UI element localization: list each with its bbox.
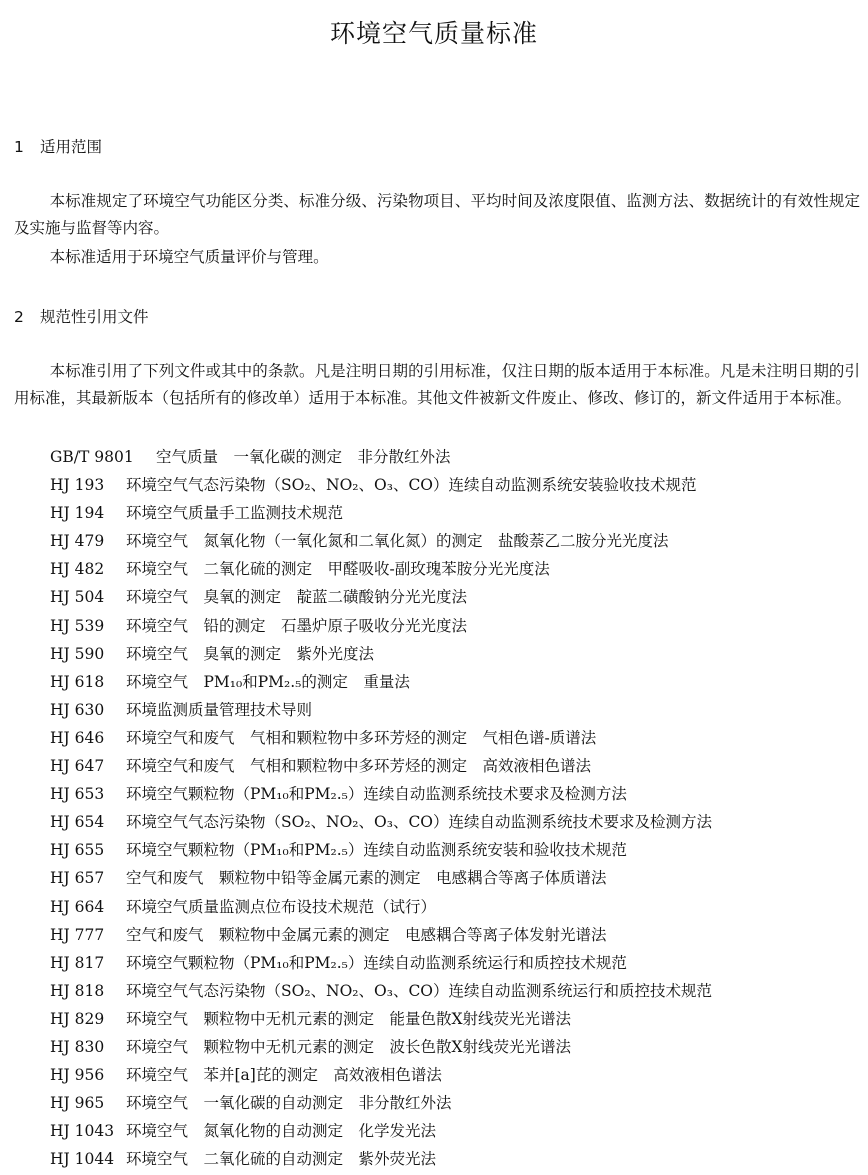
reference-title: 空气和废气 颗粒物中铅等金属元素的测定 电感耦合等离子体质谱法 (126, 869, 607, 888)
document-title: 环境空气质量标准 (329, 19, 538, 48)
reference-code: HJ 657 (50, 869, 105, 888)
reference-title: 环境空气质量监测点位布设技术规范（试行） (126, 897, 437, 916)
reference-title: 环境空气 臭氧的测定 靛蓝二磺酸钠分光光度法 (126, 588, 468, 607)
reference-code: HJ 194 (50, 504, 105, 523)
reference-item (50, 836, 860, 864)
reference-item (50, 780, 860, 808)
reference-title: 环境空气 氮氧化物的自动测定 化学发光法 (126, 1122, 437, 1141)
reference-code: HJ 777 (50, 925, 105, 944)
reference-code: HJ 539 (50, 616, 105, 635)
reference-item (50, 893, 860, 921)
section-2-paragraph-1: 本标准引用了下列文件或其中的条款。凡是注明日期的引用标准，仅注日期的版本适用于本标准。凡是未注明日期的引用标准，其最新版本（包括所有的修改单）适用于本标准。其他文件被新文件废止、修改、修订的，新文件适用于本标准。 (14, 362, 860, 407)
reference-item (50, 499, 860, 527)
section-2-title: 规范性引用文件 (40, 308, 149, 326)
reference-item (50, 696, 860, 724)
reference-title: 环境空气 二氧化硫的自动测定 紫外荧光法 (126, 1150, 437, 1169)
reference-code: HJ 193 (50, 476, 105, 495)
reference-item (50, 921, 860, 949)
reference-code: HJ 647 (50, 757, 105, 776)
reference-title: 环境空气气态污染物（SO₂、NO₂、O₃、CO）连续自动监测系统安装验收技术规范 (126, 476, 697, 495)
section-1-paragraph-1: 本标准规定了环境空气功能区分类、标准分级、污染物项目、平均时间及浓度限值、监测方法、数据统计的有效性规定及实施与监督等内容。 (14, 192, 860, 237)
reference-title: 环境空气气态污染物（SO₂、NO₂、O₃、CO）连续自动监测系统运行和质控技术规范 (126, 981, 713, 1000)
reference-item (50, 1117, 860, 1145)
reference-title: 环境空气 苯并[a]芘的测定 高效液相色谱法 (126, 1066, 442, 1085)
reference-item (50, 583, 860, 611)
reference-item (50, 1061, 860, 1089)
reference-item (50, 471, 860, 499)
reference-item (50, 443, 860, 471)
reference-code: HJ 830 (50, 1037, 105, 1056)
reference-title: 环境空气 氮氧化物（一氧化氮和二氧化氮）的测定 盐酸萘乙二胺分光光度法 (126, 532, 669, 551)
reference-code: HJ 654 (50, 813, 105, 832)
reference-code: HJ 664 (50, 897, 105, 916)
reference-title: 环境空气 颗粒物中无机元素的测定 能量色散X射线荧光光谱法 (126, 1009, 572, 1028)
reference-item (50, 612, 860, 640)
section-1-heading (14, 135, 102, 157)
reference-item (50, 949, 860, 977)
reference-title: 环境空气气态污染物（SO₂、NO₂、O₃、CO）连续自动监测系统技术要求及检测方法 (126, 813, 713, 832)
reference-item (50, 808, 860, 836)
reference-item (50, 864, 860, 892)
reference-item (50, 668, 860, 696)
reference-code: HJ 1044 (50, 1150, 115, 1169)
reference-title: 环境空气 PM₁₀和PM₂.₅的测定 重量法 (126, 672, 410, 691)
reference-code: HJ 482 (50, 560, 105, 579)
reference-title: 环境空气颗粒物（PM₁₀和PM₂.₅）连续自动监测系统运行和质控技术规范 (126, 953, 627, 972)
reference-code: HJ 655 (50, 841, 105, 860)
reference-title: 环境监测质量管理技术导则 (126, 700, 313, 719)
reference-item (50, 527, 860, 555)
reference-item (50, 1145, 860, 1173)
reference-title: 环境空气 一氧化碳的自动测定 非分散红外法 (126, 1094, 452, 1113)
reference-item (50, 640, 860, 668)
reference-title: 环境空气 臭氧的测定 紫外光度法 (126, 644, 375, 663)
reference-code: HJ 956 (50, 1066, 105, 1085)
reference-title: 环境空气质量手工监测技术规范 (126, 504, 344, 523)
reference-code: HJ 818 (50, 981, 105, 1000)
reference-code: HJ 479 (50, 532, 105, 551)
section-2-number: 2 (14, 308, 24, 326)
section-1-number: 1 (14, 138, 24, 156)
section-1-title: 适用范围 (40, 138, 103, 156)
section-1-paragraph-2: 本标准适用于环境空气质量评价与管理。 (49, 248, 329, 266)
reference-title: 环境空气 颗粒物中无机元素的测定 波长色散X射线荧光光谱法 (126, 1037, 572, 1056)
reference-code: HJ 504 (50, 588, 105, 607)
reference-code: HJ 653 (50, 785, 105, 804)
reference-code: HJ 1043 (50, 1122, 115, 1141)
reference-title: 空气质量 一氧化碳的测定 非分散红外法 (156, 448, 451, 466)
reference-title: 环境空气和废气 气相和颗粒物中多环芳烃的测定 气相色谱-质谱法 (126, 728, 597, 747)
reference-item (50, 752, 860, 780)
reference-code: HJ 618 (50, 672, 105, 691)
section-2-heading (14, 305, 149, 327)
reference-title: 环境空气和废气 气相和颗粒物中多环芳烃的测定 高效液相色谱法 (126, 757, 592, 776)
reference-title: 环境空气 铅的测定 石墨炉原子吸收分光光度法 (126, 616, 468, 635)
reference-item (50, 1033, 860, 1061)
reference-item (50, 977, 860, 1005)
reference-item (50, 1089, 860, 1117)
reference-list (50, 443, 860, 1173)
reference-item (50, 555, 860, 583)
reference-code: HJ 590 (50, 644, 105, 663)
reference-code: HJ 630 (50, 700, 105, 719)
reference-code: HJ 817 (50, 953, 105, 972)
reference-title: 环境空气颗粒物（PM₁₀和PM₂.₅）连续自动监测系统技术要求及检测方法 (126, 785, 627, 804)
reference-title: 环境空气颗粒物（PM₁₀和PM₂.₅）连续自动监测系统安装和验收技术规范 (126, 841, 627, 860)
reference-code: HJ 965 (50, 1094, 105, 1113)
reference-code: HJ 646 (50, 728, 105, 747)
reference-item (50, 1005, 860, 1033)
reference-title: 空气和废气 颗粒物中金属元素的测定 电感耦合等离子体发射光谱法 (126, 925, 607, 944)
reference-code: GB/T 9801 (50, 448, 134, 466)
reference-title: 环境空气 二氧化硫的测定 甲醛吸收-副玫瑰苯胺分光光度法 (126, 560, 550, 579)
reference-code: HJ 829 (50, 1009, 105, 1028)
reference-item (50, 724, 860, 752)
